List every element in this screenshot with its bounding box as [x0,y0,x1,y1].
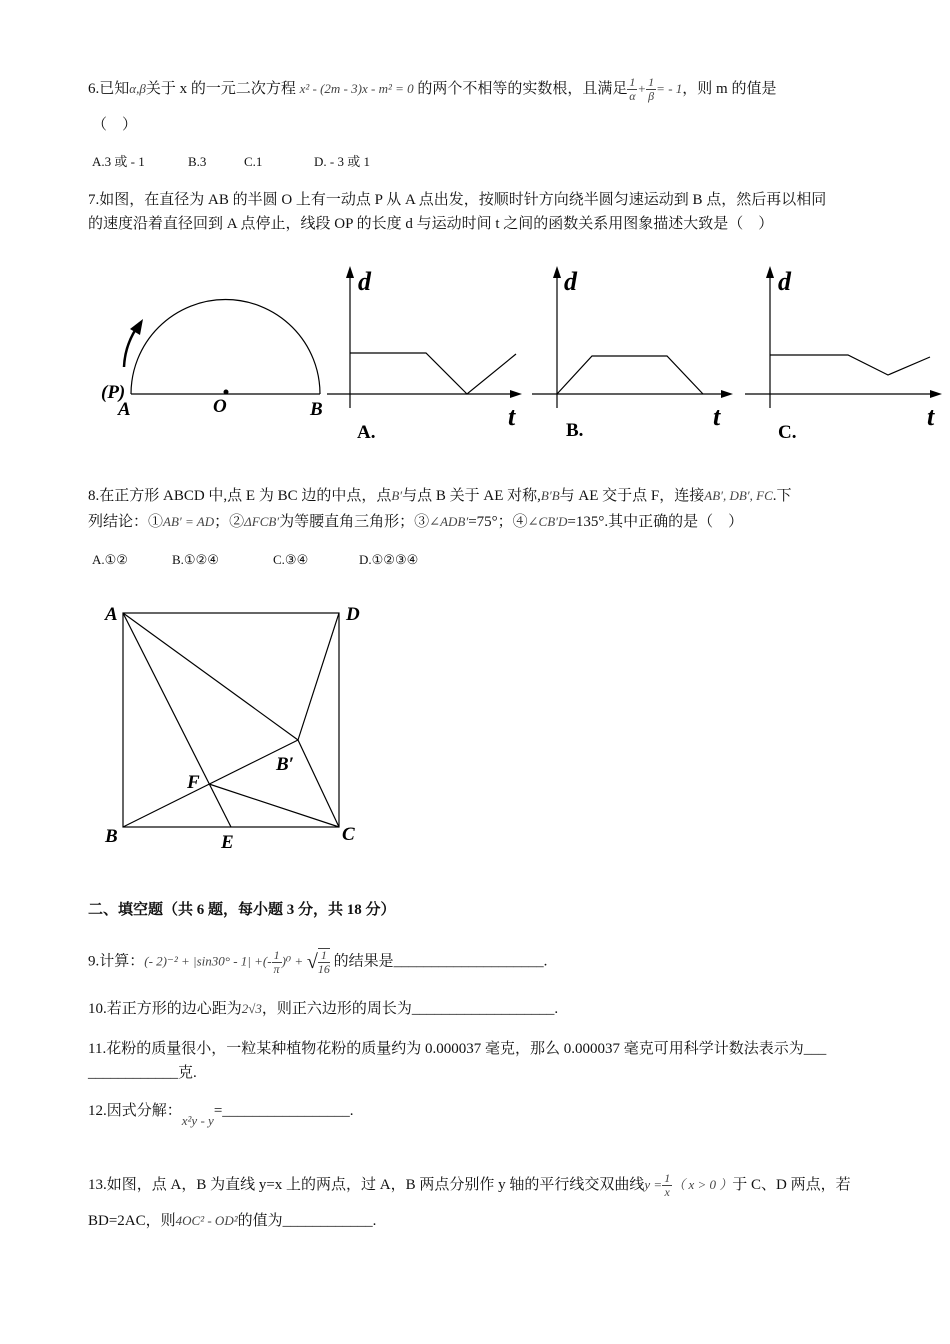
q11-line2: ____________克. [88,1065,197,1081]
label-f: F [187,772,200,793]
square [123,613,339,827]
q8-option-a[interactable]: A.①② [92,552,128,567]
graph-a [327,266,522,443]
line-fc [209,784,339,827]
q9-expr: )⁰ + [281,953,304,969]
label-b: B [310,399,323,420]
axis-t-label: t [927,402,935,431]
line-bb-prime [123,740,298,827]
q6-equation: x² - (2m - 3)x - m² = 0 [299,80,414,96]
graph-label-b[interactable]: B. [566,420,584,441]
q8-c3: ∠ADB′ [429,514,469,529]
q11-line1: 11.花粉的质量很小，一粒某种植物花粉的质量约为 0.000037 毫克，那么 0.000037 毫克可用科学计数法表示为___ [88,1041,827,1057]
q9-sqrt-frac: $\frac{1}{16}$ [317,948,330,976]
q7-figure [0,255,950,455]
sqrt-icon: √ [306,951,318,973]
arrow-head-icon [130,319,143,335]
q8-option-d[interactable]: D.①②③④ [359,552,419,567]
line-b-prime-c [298,740,339,827]
axis-d-label: d [778,267,791,296]
line-ae [123,613,231,827]
label-c: C [342,824,355,845]
graph-label-a[interactable]: A. [357,422,376,443]
q8-bprime: B′ [391,488,403,503]
label-a: A [105,604,118,625]
q8-square-figure [95,598,395,858]
axis-arrow-icon [510,390,522,398]
axis-arrow-icon [553,266,561,278]
semicircle-arc [131,300,320,395]
q6-vars: α,β [129,80,146,96]
axis-d-label: d [564,267,577,296]
q6-frac-alpha: $\frac{1}{\alpha}$ [629,75,636,103]
q8-line2: 列结论：①AB′ = AD；②ΔFCB′为等腰直角三角形；③∠ADB′=75°；④∠CB′D=135°.其中正确的是（ ） [88,514,744,530]
line-ab-prime [123,613,298,740]
q6-option-c[interactable]: C.1 [244,154,263,169]
curve-c [770,355,930,375]
q6-plus: + [637,80,647,96]
q13-line2: BD=2AC，则4OC² - OD²的值为____________. [88,1213,377,1229]
graph-c [745,266,942,443]
q6-text: 6.已知 [88,80,130,97]
axis-d-label: d [358,267,371,296]
q6-option-b[interactable]: B.3 [188,154,207,169]
q8-c1: AB′ = AD [163,514,215,529]
curve-b [557,356,703,394]
q13-cond: （ x > 0 ） [672,1176,733,1192]
center-dot [224,390,229,395]
axis-arrow-icon [930,390,942,398]
q6-line1 [88,76,776,103]
q6-text: ，则 m 的值是 [682,80,777,97]
q9-line: 9.计算：(- 2)⁻² + |sin30° - 1| +(- $\frac{1}{\pi}$ )⁰ + √ $\frac{1}{16}$ 的结果是____________________. [88,947,548,976]
q8-option-c[interactable]: C.③④ [273,552,309,567]
graph-label-c[interactable]: C. [778,422,797,443]
q9-expr: (- 2)⁻² + |sin30° - 1| +(- [144,953,272,969]
q7-line2: 的速度沿着直径回到 A 点停止，线段 OP 的长度 d 与运动时间 t 之间的函数关系用图象描述大致是（ ） [88,216,774,232]
q13-line1: 13.如图，点 A，B 为直线 y=x 上的两点，过 A，B 两点分别作 y 轴的平行线交双曲线y = $\frac{1}{x}$ （ x > 0 ）于 C、D 两点，若 [88,1171,851,1199]
q13-frac: $\frac{1}{x}$ [664,1171,671,1199]
axis-arrow-icon [721,390,733,398]
label-o: O [213,396,227,417]
axis-arrow-icon [766,266,774,278]
label-d: D [346,604,360,625]
label-b: B [105,826,118,847]
q10-line: 10.若正方形的边心距为2√3，则正六边形的周长为___________________. [88,1001,559,1017]
label-e: E [221,832,234,853]
q6-text: 的两个不相等的实数根，且满足 [417,80,628,97]
q6-paren: （ ） [92,117,138,133]
q7-line1: 7.如图，在直径为 AB 的半圆 O 上有一动点 P 从 A 点出发，按顺时针方向绕半圆匀速运动到 B 点，然后再以相同 [88,192,827,208]
q8-option-b[interactable]: B.①②④ [172,552,219,567]
q6-rhs: = - 1 [656,80,683,96]
q6-option-a[interactable]: A.3 或 - 1 [92,154,145,169]
axis-t-label: t [508,402,516,431]
q9-frac: $\frac{1}{\pi}$ [273,947,280,976]
curve-a [350,353,516,394]
label-p: (P) [101,382,126,403]
q8-connect: AB′, DB′, FC [704,488,773,503]
axis-t-label: t [713,402,721,431]
q8-c2: ΔFCB′ [244,514,280,529]
q12-expr: x²y - y [181,1113,214,1128]
section-title: 二、填空题（共 6 题，每小题 3 分，共 18 分） [88,902,396,918]
q13-expr: 4OC² - OD² [175,1213,238,1228]
q10-expr: 2√3 [241,1001,262,1016]
q8-bbprime: B′B [540,488,560,503]
label-a: A [118,399,131,420]
q13-y-eq: y = [644,1176,663,1192]
q8-c4: ∠CB′D [527,514,568,529]
axis-arrow-icon [346,266,354,278]
q12-line: 12.因式分解：x²y - y=_________________. [88,1103,354,1128]
q8-line1: 8.在正方形 ABCD 中,点 E 为 BC 边的中点，点B′与点 B 关于 AE 对称,B′B与 AE 交于点 F，连接AB′, DB′, FC.下 [88,488,792,504]
graph-b [532,266,733,441]
q6-text: 关于 x 的一元二次方程 [145,80,296,97]
q6-option-d[interactable]: D. - 3 或 1 [314,154,370,169]
line-db-prime [298,613,339,740]
q6-frac-beta: $\frac{1}{\beta}$ [648,75,655,103]
label-b-prime: B′ [276,754,295,775]
